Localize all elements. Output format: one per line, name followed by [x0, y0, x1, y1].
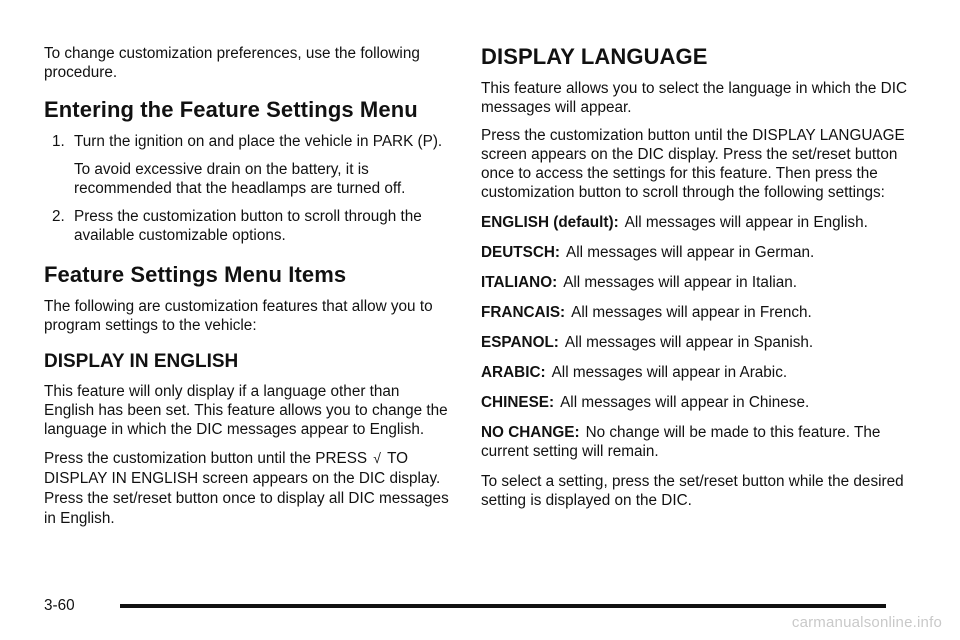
option-english	[481, 213, 921, 232]
option-term: ARABIC:	[481, 364, 546, 381]
display-english-p2-start: Press the customization button until the PRESS	[44, 450, 368, 467]
heading-display-language: DISPLAY LANGUAGE	[481, 44, 708, 69]
option-desc: All messages will appear in French.	[571, 304, 812, 321]
step-1-note: To avoid excessive drain on the battery, it is recommended that the headlamps are turned off.	[74, 161, 406, 197]
step-2-number: 2.	[52, 208, 65, 225]
display-english-p2-end: TO DISPLAY IN ENGLISH screen appears on the DIC display. Press the set/reset button once to display all DIC messages in English.	[44, 450, 449, 527]
heading-feature-settings-items: Feature Settings Menu Items	[44, 262, 347, 287]
page-number: 3-60	[44, 597, 75, 614]
option-term: CHINESE:	[481, 394, 555, 411]
language-options-list	[481, 213, 921, 461]
left-column	[44, 44, 450, 529]
step-2-text: Press the customization button to scroll through the available customizable options.	[74, 208, 422, 244]
option-desc: All messages will appear in Arabic.	[551, 364, 788, 381]
option-desc: No change will be made to this feature. The current setting will remain.	[481, 424, 881, 460]
option-desc: All messages will appear in German.	[566, 244, 815, 261]
display-language-paragraph-2: Press the customization button until the DISPLAY LANGUAGE screen appears on the DIC display. Press the set/reset button once to access the settings for this feature. Then press the customization button to scroll through the following settings:	[481, 127, 905, 201]
right-column	[481, 44, 921, 510]
display-language-paragraph-1: This feature allows you to select the language in which the DIC messages will appear.	[481, 80, 907, 116]
option-desc: All messages will appear in Italian.	[563, 274, 798, 291]
step-2	[44, 207, 450, 245]
step-1-text: Turn the ignition on and place the vehicle in PARK (P).	[74, 133, 443, 150]
display-english-paragraph-1: This feature will only display if a language other than English has been set. This feature allows you to change the language in which the DIC messages appear to English.	[44, 383, 448, 438]
heading-entering-feature-settings: Entering the Feature Settings Menu	[44, 97, 418, 122]
step-1	[44, 132, 450, 151]
option-espanol	[481, 333, 921, 352]
option-term: NO CHANGE:	[481, 424, 580, 441]
footer-rule	[120, 604, 886, 608]
watermark: carmanualsonline.info	[791, 614, 942, 631]
intro-paragraph: To change customization preferences, use the following procedure.	[44, 45, 420, 81]
option-francais	[481, 303, 921, 322]
step-1-number: 1.	[52, 133, 65, 150]
option-term: FRANCAIS:	[481, 304, 566, 321]
items-intro-paragraph: The following are customization features that allow you to program settings to the vehicle:	[44, 298, 433, 334]
option-term: ESPANOL:	[481, 334, 559, 351]
option-term: ENGLISH (default):	[481, 214, 619, 231]
closing-paragraph: To select a setting, press the set/reset button while the desired setting is displayed on the DIC.	[481, 473, 904, 509]
heading-display-in-english: DISPLAY IN ENGLISH	[44, 351, 239, 372]
option-desc: All messages will appear in English.	[624, 214, 868, 231]
checkmark-icon: √	[373, 450, 381, 466]
option-arabic	[481, 363, 921, 382]
option-desc: All messages will appear in Chinese.	[560, 394, 810, 411]
option-no-change	[481, 423, 921, 461]
option-term: ITALIANO:	[481, 274, 558, 291]
option-chinese	[481, 393, 921, 412]
option-deutsch	[481, 243, 921, 262]
option-term: DEUTSCH:	[481, 244, 561, 261]
option-italiano	[481, 273, 921, 292]
option-desc: All messages will appear in Spanish.	[564, 334, 814, 351]
display-english-paragraph-2	[44, 448, 450, 529]
